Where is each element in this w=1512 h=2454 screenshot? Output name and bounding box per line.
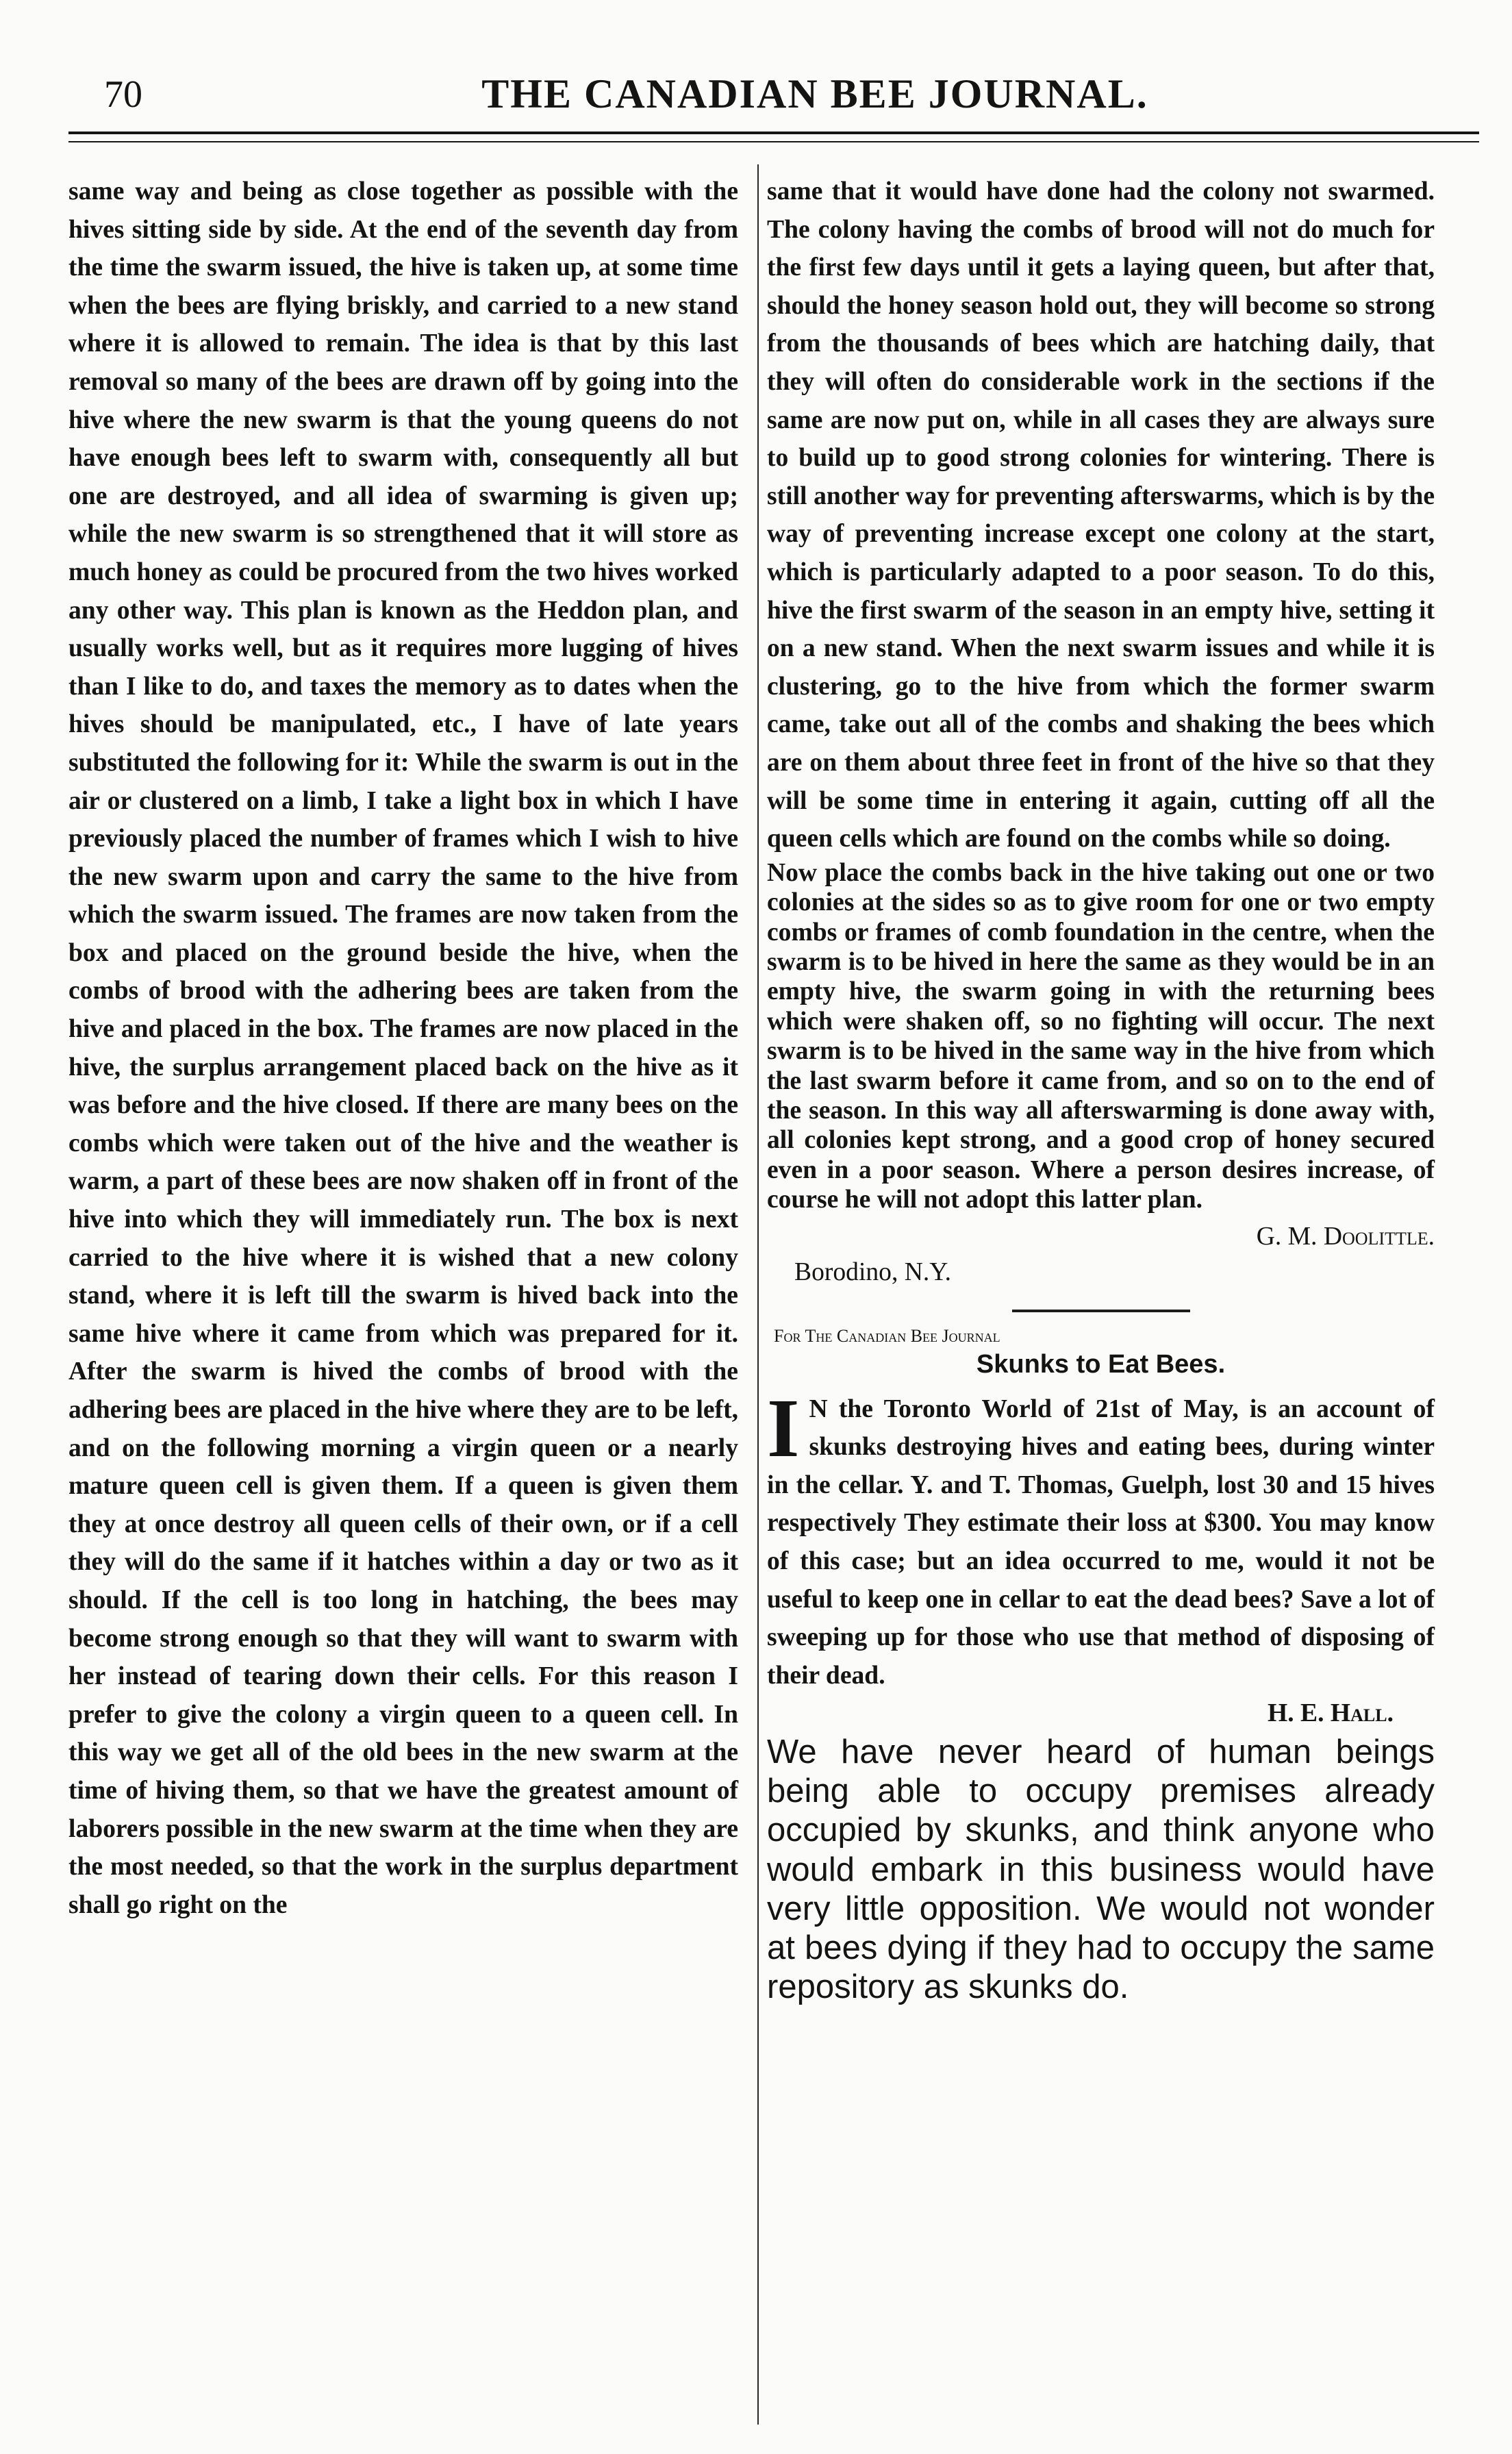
left-column-text: same way and being as close together as possible with the hives sitting side by side. At the end of the seventh day from the time the swarm issued, the hive is taken up, at some time when the bees are flying briskly, and carried to a new stand where it is allowed to remain. The idea is that by this last removal so many of the bees are drawn off by going into the hive where the new swarm is that the young queens do not have enough bees left to swarm with, consequently all but one are destroyed, and all idea of swarming is given up; while the new swarm is so strengthened that it will store as much honey as could be procured from the two hives worked any other way. This plan is known as the Heddon plan, and usually works well, but as it requires more lugging of hives than I like to do, and taxes the memory as to dates when the hives should be manipulated, etc., I have of late years substituted the following for it: While the swarm is out in the air or clustered on a limb, I take a light box in which I have previously placed the number of frames which I wish to hive the new swarm upon and carry the same to the hive from which the swarm issued. The frames are now taken from the box and placed on the ground beside the hive, when the combs of brood with the adhering bees are taken from the hive and placed in the box. The frames are now placed in the hive, the surplus arrangement placed back on the hive as it was before and the hive closed. If there are many bees on the combs which were taken out of the hive and the weather is warm, a part of these bees are now shaken off in front of the hive into which they will immediately run. The box is next carried to the hive where it is wished that a new colony stand, where it is left till the swarm is hived back into the same hive where it came from which was prepared for it. After the swarm is hived the combs of brood with the adhering bees are placed in the hive where they are to be left, and on the following morning a virgin queen or a nearly mature queen cell is given them. If a queen is given them they at once destroy all queen cells of their own, or if a cell they will do the same if it hatches within a day or two as it should. If the cell is too long in hatching, the bees may become strong enough so that they will want to swarm with her instead of tearing down their cells. For this reason I prefer to give the colony a virgin queen to a queen cell. In this way we get all of the old bees in the new swarm at the time of hiving them, so that we have the greatest amount of laborers possible in the new swarm at the time when they are the most needed, so that the work in the surplus department shall go right on the — [68, 177, 738, 1919]
right-column-text-part2: Now place the combs back in the hive taking out one or two colonies at the sides so as to give room for one or two empty combs or frames of comb foundation in the centre, when the swarm is to be hived in here the same as they would be in an empty hive, the swarm going in with the returning bees which were shaken off, so no fighting will occur. The next swarm is to be hived in the same way in the hive from which the last swarm before it came from, and so on to the end of the season. In this way all afterswarming is done away with, all colonies kept strong, and a good crop of honey secured even in a poor season. Where a person desires increase, of course he will not adopt this latter plan. — [767, 858, 1435, 1214]
editor-note: We have never heard of human beings being able to occupy premises already occupied by skunks, and think anyone who would embark in this business would have very little opposition. We would not wonder at bees dying if they had to occupy the same repository as skunks do. — [767, 1733, 1435, 2006]
journal-title: THE CANADIAN BEE JOURNAL. — [481, 71, 1148, 116]
column-divider — [757, 164, 759, 2425]
article-divider — [1012, 1310, 1190, 1316]
right-column-text-part1: same that it would have done had the colony not swarmed. The colony having the combs of brood will not do much for the first few days until it gets a laying queen, but after that, should the honey season hold out, they will become so strong from the thousands of bees which are hatching daily, that they will often do considerable work in the sections if the same are now put on, while in all cases they are always sure to build up to good strong colonies for wintering. There is still another way for preventing afterswarms, which is by the way of preventing increase except one colony at the start, which is particularly adapted to a poor season. To do this, hive the first swarm of the season in an empty hive, setting it on a new stand. When the next swarm issues and while it is clustering, go to the hive from which the former swarm came, take out all of the combs and shaking the bees which are on them about three feet in front of the hive so that they will be some time in entering it again, cutting off all the queen cells which are found on the combs while so doing. — [767, 177, 1435, 853]
signature-name: G. M. Doolittle. — [1256, 1222, 1435, 1251]
signature-place: Borodino, N.Y. — [794, 1257, 951, 1286]
skunk-article — [767, 1381, 1435, 1695]
page-number: 70 — [104, 73, 142, 116]
doolittle-signature-block — [767, 1218, 1435, 1286]
article-signature: H. E. Hall. — [1268, 1699, 1394, 1728]
right-column-tight-block — [767, 858, 1435, 1215]
left-column — [68, 173, 738, 1924]
skunk-article-text: N the Toronto World of 21st of May, is an account of skunks destroying hives and eating bees, during winter in the cellar. Y. and T. Thomas, Guelph, lost 30 and 15 hives respectively They estimate their loss at $300. You may know of this case; but an idea occurred to me, would it not be useful to keep one in cellar to eat the dead bees? Save a lot of sweeping up for those who use that method of disposing of their dead. — [767, 1394, 1435, 1690]
article-title: Skunks to Eat Bees. — [976, 1349, 1226, 1379]
drop-cap: I — [767, 1381, 800, 1475]
right-column — [767, 173, 1435, 2007]
header-double-rule — [68, 132, 1479, 142]
credit-line: For The Canadian Bee Journal — [774, 1325, 1000, 1346]
